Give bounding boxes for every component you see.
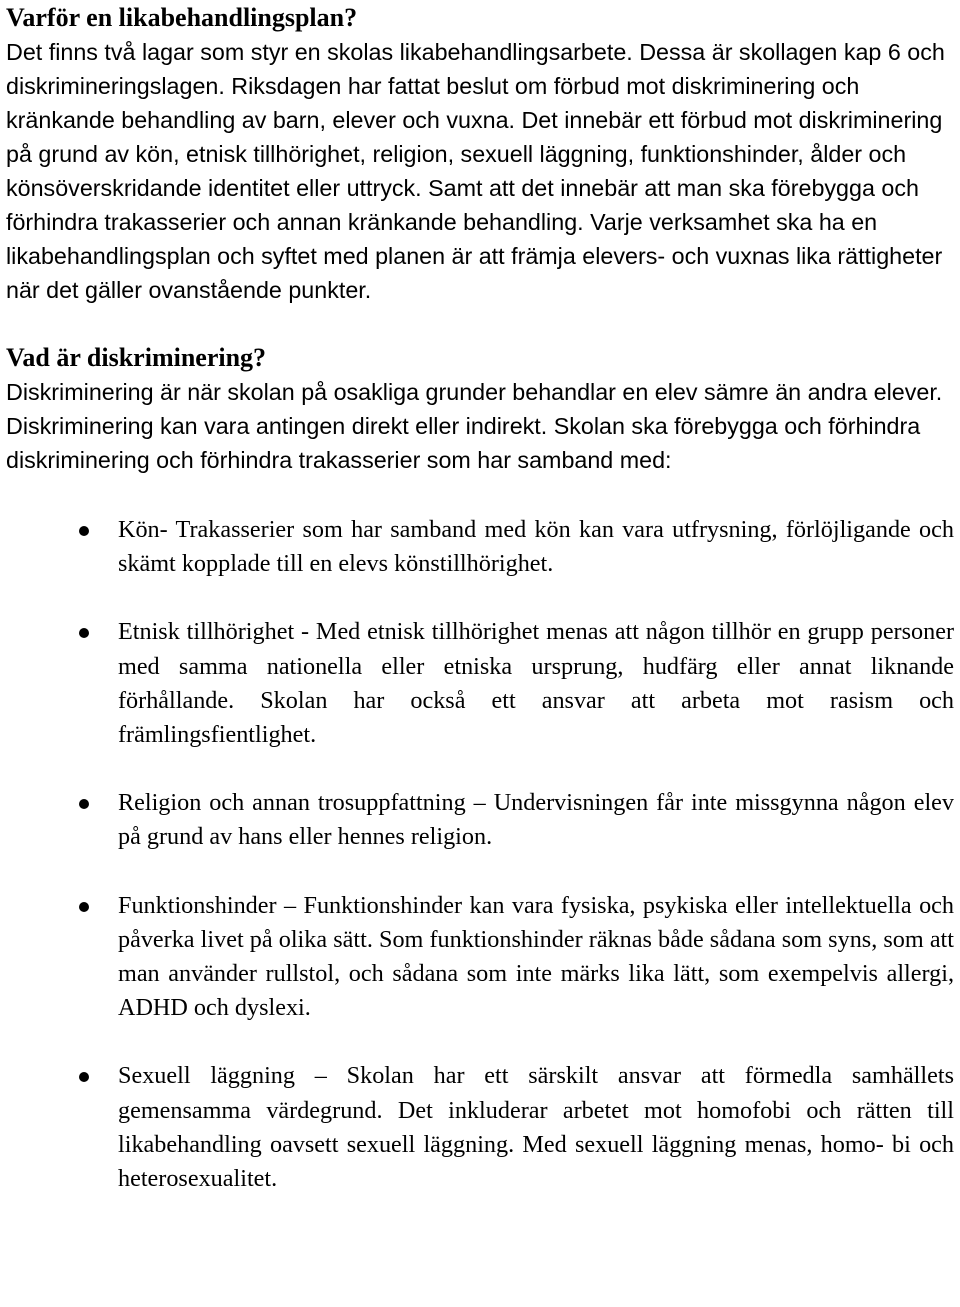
list-item-text: Religion och annan trosuppfattning – Undervisningen får inte missgynna någon elev på grund av hans eller hennes religion. [118,789,954,851]
section-spacer [6,307,956,341]
section-heading-discrimination: Vad är diskriminering? [6,343,267,372]
document-page [6,0,956,1230]
list-item [6,615,956,752]
list-item [6,786,956,854]
section-paragraph-why-plan: Det finns två lagar som styr en skolas likabehandlingsarbete. Dessa är skollagen kap 6 och diskrimineringslagen. Riksdagen har fattat beslut om förbud mot diskriminering och kränkande behandling av barn, elever och vuxna. Det innebär ett förbud mot diskriminering på grund av kön, etnisk tillhörighet, religion, sexuell läggning, funktionshinder, ålder och könsöverskridande identitet eller uttryck. Samt att det innebär att man ska förebygga och förhindra trakasserier och annan kränkande behandling. Varje verksamhet ska ha en likabehandlingsplan och syftet med planen är att främja elevers- och vuxnas lika rättigheter när det gäller ovanstående punkter. [6,39,945,303]
list-item-text: Sexuell läggning – Skolan har ett särskilt ansvar att förmedla samhällets gemensamma värdegrund. Det inkluderar arbetet mot homofobi och rätten till likabehandling oavsett sexuell läggning. Med sexuell läggning menas, homo- bi och heterosexualitet. [118,1062,954,1193]
list-item [6,889,956,1026]
section-paragraph-discrimination: Diskriminering är när skolan på osakliga grunder behandlar en elev sämre än andra elever. Diskriminering kan vara antingen direkt eller indirekt. Skolan ska förebygga och förhindra diskriminering och förhindra trakasserier som har samband med: [6,379,943,473]
list-item-text: Etnisk tillhörighet - Med etnisk tillhörighet menas att någon tillhör en grupp personer med samma nationella eller etniska ursprung, hudfärg eller annat liknande förhållande. Skolan har också ett ansvar att arbeta mot rasism och främlingsfientlighet. [118,618,954,749]
list-item [6,513,956,581]
list-item-text: Kön- Trakasserier som har samband med kön kan vara utfrysning, förlöjligande och skämt kopplade till en elevs könstillhörighet. [118,516,954,578]
bullet-icon [79,526,89,536]
bullet-icon [79,799,89,809]
section-heading-why-plan: Varför en likabehandlingsplan? [6,3,358,32]
list-item-text: Funktionshinder – Funktionshinder kan vara fysiska, psykiska eller intellektuella och påverka livet på olika sätt. Som funktionshinder räknas både sådana som syns, som att man använder rullstol, och sådana som inte märks lika lätt, som exempelvis allergi, ADHD och dyslexi. [118,891,954,1022]
grounds-bullet-list [6,513,956,1196]
bullet-icon [79,902,89,912]
list-item [6,1059,956,1196]
bullet-icon [79,628,89,638]
bullet-icon [79,1072,89,1082]
